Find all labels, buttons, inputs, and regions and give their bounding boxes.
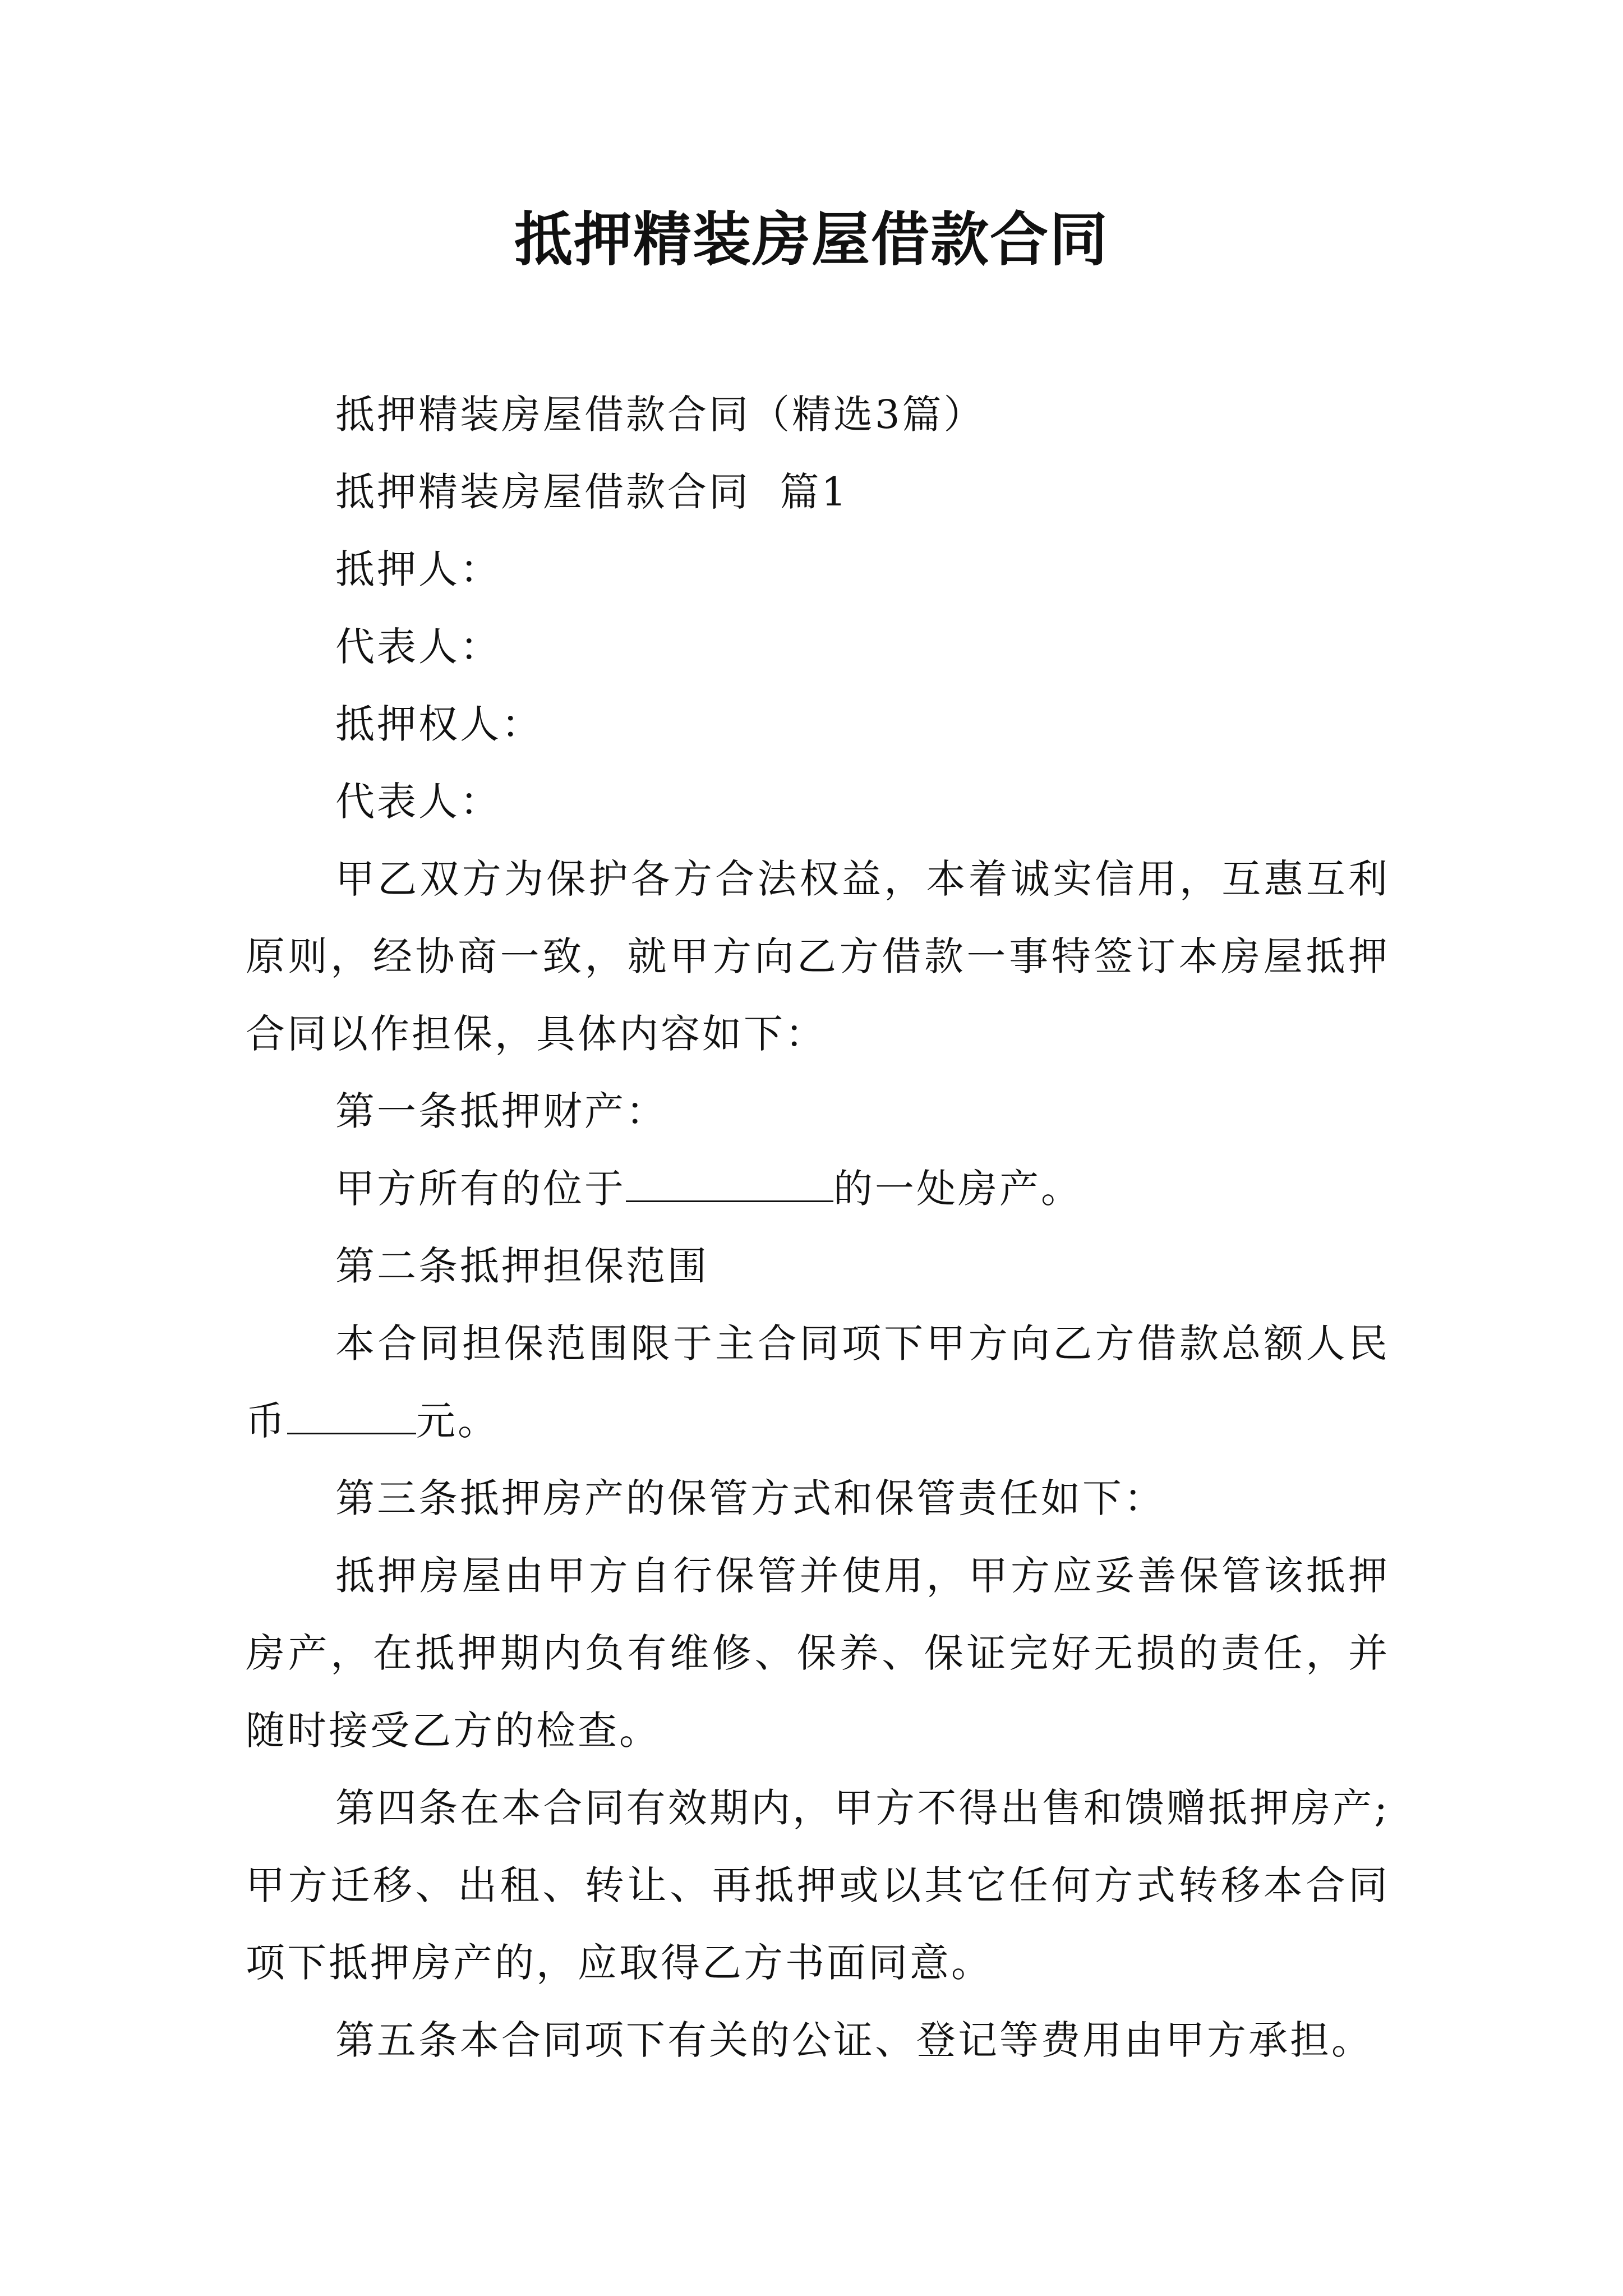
mortgagor-line: 抵押人： xyxy=(335,546,501,592)
article-2-title: 第二条抵押担保范围 xyxy=(335,1243,709,1289)
article-1-title: 第一条抵押财产： xyxy=(335,1088,667,1134)
amount-blank xyxy=(287,1399,416,1434)
mortgagee-line: 抵押权人： xyxy=(335,701,543,747)
article-3-title: 第三条抵押房产的保管方式和保管责任如下： xyxy=(335,1475,1165,1521)
article-5-paragraph: 第五条本合同项下有关的公证、登记等费用由甲方承担。 xyxy=(335,2017,1373,2063)
address-blank xyxy=(626,1167,833,1202)
article-1-paragraph xyxy=(246,1150,1390,1227)
document-subtitle: 抵押精装房屋借款合同（精选3篇） xyxy=(335,392,985,438)
representative-line-1: 代表人： xyxy=(335,624,501,670)
article-2-paragraph xyxy=(246,1305,1390,1460)
article-1-text-before: 甲方所有的位于 xyxy=(335,1166,626,1212)
document-body xyxy=(246,376,1390,2079)
article-4-paragraph: 第四条在本合同有效期内，甲方不得出售和馈赠抵押房产;甲方迁移、出租、转让、再抵押或以其它任何方式转移本合同项下抵押房产的，应取得乙方书面同意。 xyxy=(246,1785,1390,1986)
article-2-text-after: 元。 xyxy=(416,1398,499,1444)
article-3-paragraph: 抵押房屋由甲方自行保管并使用，甲方应妥善保管该抵押房产，在抵押期内负有维修、保养、保证完好无损的责任，并随时接受乙方的检查。 xyxy=(246,1553,1390,1754)
representative-line-2: 代表人： xyxy=(335,779,501,825)
section-heading: 抵押精装房屋借款合同 篇1 xyxy=(335,469,849,515)
article-1-text-after: 的一处房产。 xyxy=(833,1166,1082,1212)
intro-paragraph: 甲乙双方为保护各方合法权益，本着诚实信用，互惠互利原则，经协商一致，就甲方向乙方借款一事特签订本房屋抵押合同以作担保，具体内容如下： xyxy=(246,856,1390,1057)
article-2-text-before: 本合同担保范围限于主合同项下甲方向乙方借款总额人民币 xyxy=(246,1320,1390,1444)
document-title: 抵押精装房屋借款合同 xyxy=(514,205,1109,274)
